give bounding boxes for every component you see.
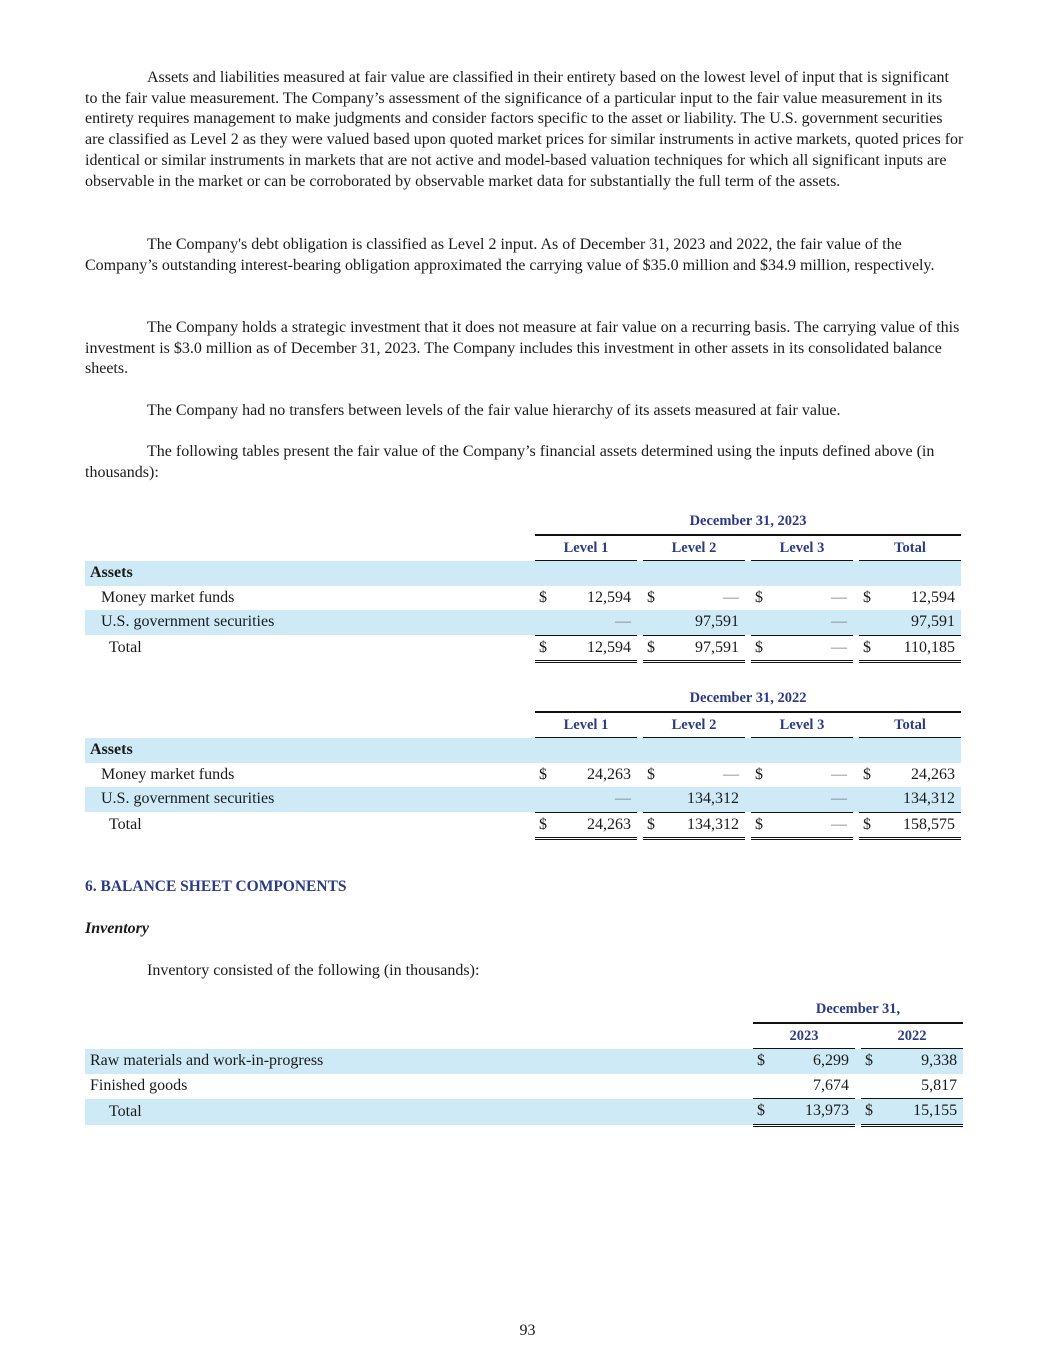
currency-sign <box>643 787 663 812</box>
cell-value: 5,817 <box>881 1074 963 1099</box>
paragraph-text: The Company holds a strategic investment that it does not measure at fair value on a recurring basis. The carrying value of this investment is $3.0 million as of December 31, 2023. The Company includes this investment in other assets in its consolidated balance sheets. <box>85 319 960 378</box>
table-row <box>85 610 961 635</box>
currency-sign <box>861 1074 881 1099</box>
column-header: Level 1 <box>535 712 637 738</box>
section-heading: 6. BALANCE SHEET COMPONENTS <box>85 878 347 895</box>
row-label: U.S. government securities <box>101 613 275 631</box>
currency-sign: $ <box>865 1052 873 1069</box>
paragraph-tables-intro <box>85 442 965 483</box>
paragraph-text: The Company had no transfers between levels of the fair value hierarchy of its assets measured at fair value. <box>147 402 841 419</box>
currency-sign <box>643 610 663 635</box>
inventory-intro <box>85 961 965 982</box>
table-row <box>85 812 961 839</box>
currency-sign: $ <box>751 635 771 662</box>
cell-value: 12,594 <box>555 635 637 662</box>
paragraph-strategic-investment <box>85 318 965 380</box>
column-header: Level 2 <box>643 712 745 738</box>
cell-value: — <box>555 610 637 635</box>
cell-value: — <box>771 610 853 635</box>
cell-value: 134,312 <box>879 787 961 812</box>
table-row <box>85 787 961 812</box>
cell-value: 134,312 <box>663 787 745 812</box>
currency-sign: $ <box>643 635 663 662</box>
cell-value: 9,338 <box>921 1052 958 1069</box>
currency-sign: $ <box>751 812 771 839</box>
cell-value: 13,973 <box>773 1099 855 1126</box>
cell-value: — <box>555 787 637 812</box>
column-header: Level 1 <box>535 535 637 561</box>
currency-sign: $ <box>539 765 547 783</box>
table-row <box>85 635 961 662</box>
currency-sign: $ <box>535 812 555 839</box>
section-label: Assets <box>90 563 133 581</box>
section-label: Assets <box>90 740 133 758</box>
cell-value: 97,591 <box>663 610 745 635</box>
period-header: December 31, <box>815 1001 901 1017</box>
currency-sign <box>535 787 555 812</box>
column-header: Total <box>859 535 961 561</box>
cell-value: 110,185 <box>879 635 961 662</box>
paragraph-text: The following tables present the fair value of the Company’s financial assets determined using the inputs defined above (in thousands): <box>85 443 935 481</box>
cell-value: — <box>771 812 853 839</box>
paragraph-no-transfers <box>85 401 965 422</box>
cell-value: — <box>771 635 853 662</box>
inventory-table <box>85 997 963 1127</box>
fair-value-table-2022 <box>85 686 961 840</box>
column-header: Total <box>859 712 961 738</box>
table-row <box>85 586 961 611</box>
table-row <box>85 1074 963 1099</box>
currency-sign: $ <box>859 812 879 839</box>
paragraph-fair-value-levels <box>85 68 965 192</box>
cell-value: — <box>771 787 853 812</box>
currency-sign: $ <box>757 1052 765 1069</box>
currency-sign: $ <box>755 588 763 606</box>
currency-sign: $ <box>647 765 655 783</box>
cell-value: — <box>831 765 847 783</box>
row-label: U.S. government securities <box>101 790 275 808</box>
cell-value: 24,263 <box>911 765 956 783</box>
column-header: Level 3 <box>751 535 853 561</box>
currency-sign: $ <box>863 588 871 606</box>
currency-sign <box>859 610 879 635</box>
cell-value: 97,591 <box>879 610 961 635</box>
currency-sign: $ <box>859 635 879 662</box>
currency-sign: $ <box>539 588 547 606</box>
currency-sign: $ <box>753 1099 773 1126</box>
row-label: Total <box>109 639 142 656</box>
cell-value: — <box>831 588 847 606</box>
cell-value: 12,594 <box>911 588 956 606</box>
currency-sign <box>535 610 555 635</box>
column-header: 2023 <box>753 1023 855 1049</box>
currency-sign: $ <box>863 765 871 783</box>
fair-value-table-2023 <box>85 509 961 663</box>
cell-value: 97,591 <box>663 635 745 662</box>
cell-value: 6,299 <box>813 1052 849 1069</box>
row-label: Money market funds <box>101 588 235 606</box>
cell-value: 24,263 <box>587 765 631 783</box>
table-row <box>85 1049 963 1074</box>
paragraph-text: The Company's debt obligation is classified as Level 2 input. As of December 31, 2023 and 2022, the fair value of the Company’s outstanding interest-bearing obligation approximated the carrying value of $35.0 million and $34.9 million, respectively. <box>85 236 935 274</box>
cell-value: 15,155 <box>881 1099 963 1126</box>
period-header: December 31, 2022 <box>689 690 807 706</box>
table-row <box>85 763 961 788</box>
page-number: 93 <box>519 1322 536 1339</box>
column-header: Level 2 <box>643 535 745 561</box>
row-label: Total <box>109 1102 142 1120</box>
row-label: Money market funds <box>101 765 235 783</box>
column-header: Level 3 <box>751 712 853 738</box>
cell-value: — <box>723 765 739 783</box>
cell-value: 134,312 <box>663 812 745 839</box>
currency-sign: $ <box>535 635 555 662</box>
currency-sign: $ <box>861 1099 881 1126</box>
currency-sign <box>753 1074 773 1099</box>
currency-sign <box>751 787 771 812</box>
cell-value: — <box>723 588 739 606</box>
paragraph-debt-obligation <box>85 235 965 276</box>
cell-value: 12,594 <box>587 588 631 606</box>
period-header: December 31, 2023 <box>689 513 807 529</box>
subheading-inventory: Inventory <box>85 920 149 937</box>
column-header: 2022 <box>861 1023 963 1049</box>
row-label: Finished goods <box>90 1076 188 1094</box>
cell-value: 24,263 <box>555 812 637 839</box>
row-label: Raw materials and work-in-progress <box>90 1051 324 1069</box>
paragraph-text: Inventory consisted of the following (in thousands): <box>147 962 480 979</box>
currency-sign: $ <box>643 812 663 839</box>
cell-value: 7,674 <box>773 1074 855 1099</box>
currency-sign: $ <box>755 765 763 783</box>
currency-sign <box>859 787 879 812</box>
currency-sign: $ <box>647 588 655 606</box>
row-label: Total <box>109 816 142 833</box>
table-row <box>85 1099 963 1126</box>
cell-value: 158,575 <box>879 812 961 839</box>
paragraph-text: Assets and liabilities measured at fair value are classified in their entirety based on the lowest level of input that is significant to the fair value measurement. The Company’s assessment of the significance of a particular input to the fair value measurement in its entirety requires management to make judgments and consider factors specific to the asset or liability. The U.S. government securities are classified as Level 2 as they were valued based upon quoted market prices for similar instruments in active markets, quoted prices for identical or similar instruments in markets that are not active and model-based valuation techniques for which all significant inputs are observable in the market or can be corroborated by observable market data for substantially the full term of the assets. <box>85 69 964 190</box>
currency-sign <box>751 610 771 635</box>
